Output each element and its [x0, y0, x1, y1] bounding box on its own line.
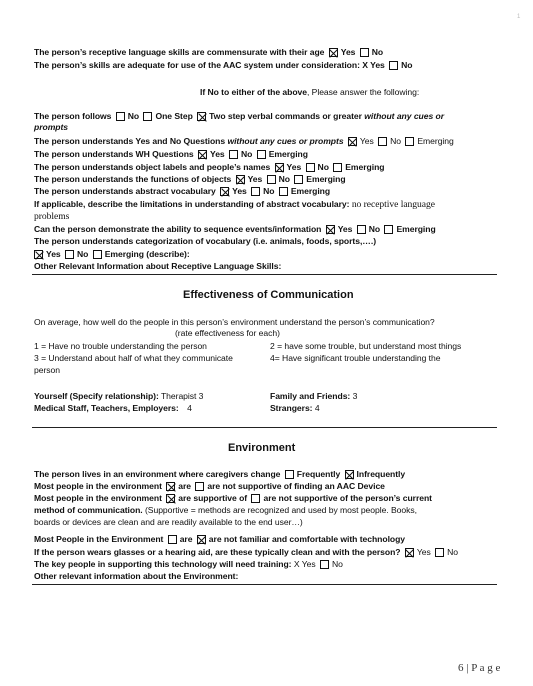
scale-3: 3 = Understand about half of what they communicate: [34, 353, 233, 363]
medical-value: 4: [187, 403, 192, 413]
wh-no-checkbox[interactable]: [229, 150, 238, 159]
functions-row: The person understands the functions of objects Yes No Emerging: [34, 174, 346, 184]
infrequently-checkbox[interactable]: [345, 470, 354, 479]
functions-emerging-checkbox[interactable]: [294, 175, 303, 184]
abstract-emerging-checkbox[interactable]: [279, 187, 288, 196]
yes-no-row: The person understands Yes and No Questions without any cues or prompts Yes No Emerging: [34, 136, 454, 146]
limitations-answer-cont: problems: [34, 211, 70, 222]
if-no-instruction: If No to either of the above, Please answer the following:: [200, 87, 420, 97]
strangers-row: Strangers: 4: [270, 403, 320, 413]
training-no-checkbox[interactable]: [320, 560, 329, 569]
x-mark: X: [362, 60, 368, 70]
categorization-no-checkbox[interactable]: [65, 250, 74, 259]
labels-row: The person understands object labels and people’s names Yes No Emerging: [34, 162, 385, 172]
aac-adequate-row: The person’s skills are adequate for use of the AAC system under consideration: X Yes No: [34, 60, 413, 70]
wh-yes-checkbox[interactable]: [198, 150, 207, 159]
yesno-no-checkbox[interactable]: [378, 137, 387, 146]
follows-no-checkbox[interactable]: [116, 112, 125, 121]
aac-no-checkbox[interactable]: [389, 61, 398, 70]
sequence-row: Can the person demonstrate the ability to sequence events/information Yes No Emerging: [34, 224, 436, 234]
family-value: 3: [352, 391, 358, 401]
familiar-are-checkbox[interactable]: [168, 535, 177, 544]
method-note: boards or devices are clean and are readily available to the end user…): [34, 517, 303, 527]
effectiveness-subnote: (rate effectiveness for each): [175, 328, 280, 338]
yesno-emerging-checkbox[interactable]: [405, 137, 414, 146]
follows-row-cont: prompts: [34, 122, 69, 132]
scale-3-cont: person: [34, 365, 60, 375]
abstract-row: The person understands abstract vocabulary Yes No Emerging: [34, 186, 331, 196]
receptive-age-row: The person’s receptive language skills are commensurate with their age Yes No: [34, 47, 384, 57]
family-row: Family and Friends: 3: [270, 391, 358, 401]
sequence-yes-checkbox[interactable]: [326, 225, 335, 234]
abstract-no-checkbox[interactable]: [251, 187, 260, 196]
glasses-row: If the person wears glasses or a hearing aid, are these typically clean and with the person? Yes No: [34, 547, 458, 557]
labels-no-checkbox[interactable]: [306, 163, 315, 172]
yourself-value: Therapist 3: [160, 391, 204, 401]
section-divider: [32, 274, 497, 275]
functions-yes-checkbox[interactable]: [236, 175, 245, 184]
limitations-row: If applicable, describe the limitations in understanding of abstract vocabulary: no receptive language: [34, 199, 435, 210]
one-step-checkbox[interactable]: [143, 112, 152, 121]
frequently-checkbox[interactable]: [285, 470, 294, 479]
scale-1: 1 = Have no trouble understanding the person: [34, 341, 207, 351]
effectiveness-heading: Effectiveness of Communication: [183, 289, 354, 301]
technology-familiar-row: Most People in the Environment are are not familiar and comfortable with technology: [34, 534, 406, 544]
sequence-no-checkbox[interactable]: [357, 225, 366, 234]
training-row: The key people in supporting this technology will need training: X Yes No: [34, 559, 343, 569]
method-not-supportive-checkbox[interactable]: [251, 494, 260, 503]
finding-are-checkbox[interactable]: [166, 482, 175, 491]
age-no-checkbox[interactable]: [360, 48, 369, 57]
strangers-value: 4: [314, 403, 320, 413]
glasses-yes-checkbox[interactable]: [405, 548, 414, 557]
familiar-are-not-checkbox[interactable]: [197, 535, 206, 544]
page-number: 6 | P a g e: [458, 662, 501, 674]
finding-aac-row: Most people in the environment are are not supportive of finding an AAC Device: [34, 481, 385, 491]
section-divider: [32, 584, 497, 585]
wh-row: The person understands WH Questions Yes No Emerging: [34, 149, 308, 159]
caregivers-row: The person lives in an environment where caregivers change Frequently Infrequently: [34, 469, 406, 479]
x-mark: X: [293, 559, 300, 569]
functions-no-checkbox[interactable]: [267, 175, 276, 184]
abstract-yes-checkbox[interactable]: [220, 187, 229, 196]
scale-4: 4= Have significant trouble understanding the: [270, 353, 441, 363]
age-yes-checkbox[interactable]: [329, 48, 338, 57]
method-row: Most people in the environment are supportive of are not supportive of the person’s current: [34, 493, 432, 503]
wh-emerging-checkbox[interactable]: [257, 150, 266, 159]
medical-row: Medical Staff, Teachers, Employers: 4: [34, 403, 192, 413]
receptive-other-label: Other Relevant Information about Receptive Language Skills:: [34, 261, 282, 271]
glasses-no-checkbox[interactable]: [435, 548, 444, 557]
section-divider: [32, 427, 497, 428]
environment-heading: Environment: [228, 442, 296, 454]
method-row-cont: method of communication. (Supportive = methods are recognized and used by most people. Books,: [34, 505, 417, 515]
environment-other-label: Other relevant information about the Environment:: [34, 571, 239, 581]
two-step-checkbox[interactable]: [197, 112, 206, 121]
corner-mark: 1: [517, 14, 521, 20]
categorization-emerging-checkbox[interactable]: [93, 250, 102, 259]
yesno-yes-checkbox[interactable]: [348, 137, 357, 146]
labels-emerging-checkbox[interactable]: [333, 163, 342, 172]
yourself-row: Yourself (Specify relationship): Therapist 3: [34, 391, 204, 401]
scale-2: 2 = have some trouble, but understand most things: [270, 341, 462, 351]
categorization-row: The person understands categorization of vocabulary (i.e. animals, foods, sports,….): [34, 236, 377, 246]
method-supportive-checkbox[interactable]: [166, 494, 175, 503]
sequence-emerging-checkbox[interactable]: [384, 225, 393, 234]
follows-row: The person follows No One Step Two step verbal commands or greater without any cues or: [34, 111, 445, 121]
categorization-yes-checkbox[interactable]: [34, 250, 43, 259]
effectiveness-question: On average, how well do the people in this person’s environment understand the person’s communication?: [34, 317, 435, 327]
labels-yes-checkbox[interactable]: [275, 163, 284, 172]
limitations-answer: no receptive language: [351, 199, 435, 210]
finding-are-not-checkbox[interactable]: [195, 482, 204, 491]
categorization-options: Yes No Emerging (describe):: [32, 249, 190, 260]
